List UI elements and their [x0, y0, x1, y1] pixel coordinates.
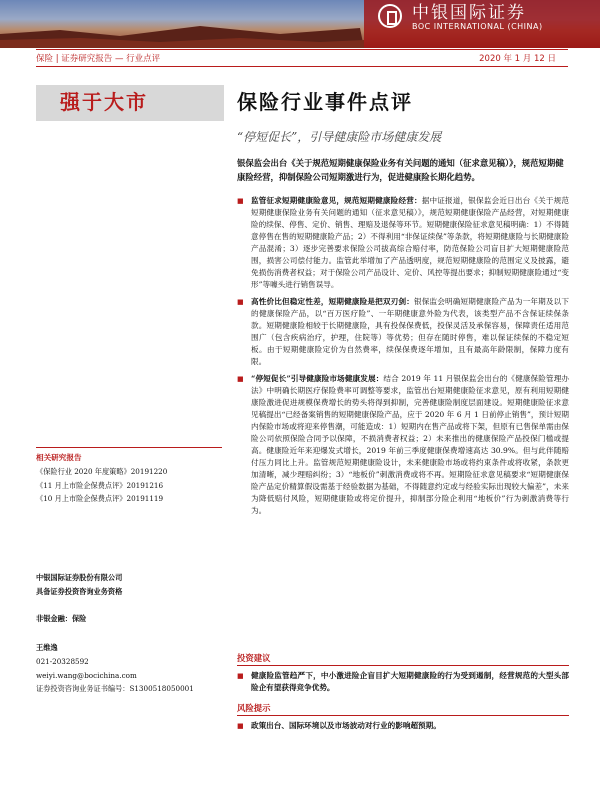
- company-qualification: 具备证券投资咨询业务资格: [36, 586, 123, 596]
- related-item[interactable]: 《保险行业 2020 年度策略》20191220: [36, 466, 168, 476]
- header-rule: [36, 66, 568, 67]
- analyst-info: [36, 641, 222, 696]
- invest-rule: [237, 665, 569, 666]
- related-item[interactable]: 《10 月上市险企保费点评》20191119: [36, 494, 164, 504]
- logo-text-cn: 中银国际证券: [412, 3, 526, 23]
- company-info: [36, 571, 222, 599]
- boc-logo-icon: [378, 4, 402, 28]
- risk-heading: 风险提示: [237, 703, 271, 713]
- analyst-cert: 证券投资咨询业务证书编号：S1300518050001: [36, 684, 194, 694]
- key-points: [237, 195, 569, 522]
- lead-summary: 银保监会出台《关于规范短期健康保险业务有关问题的通知（征求意见稿）》，规范短期健康险经营，抑制保险公司短期激进行为，促进健康险长期化趋势。: [237, 158, 564, 182]
- related-reports: [36, 451, 222, 506]
- sidebar-rule: [36, 447, 222, 448]
- bullet-2: [237, 296, 569, 368]
- bullet-2-text: 银保监会明确短期健康险产品为一年期及以下的健康保险产品，以“百万医疗险”、一年期健康意外险为代表，该类型产品不含保证续保条款。短期健康险相较于长期健康险，具有投保保费低，投保灵活及承保容易，保障责任适用范围广（包含疾病治疗，护理，住院等）等优势；但存在随时停售，难以保证续保的不稳定短板。由于短期健康险定价为自然费率，续保保费逐年增加，且有最高年龄限制，保障力度有限。: [251, 297, 570, 366]
- sector-info: [36, 612, 222, 626]
- invest-block: [237, 670, 569, 699]
- related-heading: 相关研究报告: [36, 453, 82, 462]
- company-name: 中银国际证券股份有限公司: [36, 573, 123, 582]
- analyst-email[interactable]: weiyi.wang@bocichina.com: [36, 670, 137, 680]
- invest-text-body: 健康险监管趋严下，中小激进险企盲目扩大短期健康险的行为受到遏制，经营规范的大型头部险企有望获得竞争优势。: [251, 671, 569, 692]
- risk-block: [237, 720, 569, 737]
- invest-heading: 投资建议: [237, 653, 271, 663]
- bullet-2-head: 高性价比但稳定性差，短期健康险是把双刃剑：: [251, 297, 414, 306]
- rating-label: 强于大市: [60, 90, 148, 114]
- bullet-3-head: “停短促长”引导健康险市场健康发展：: [251, 374, 384, 383]
- top-rule: [36, 49, 568, 50]
- report-title: 保险行业事件点评: [237, 90, 413, 114]
- bullet-3-text: 结合 2019 年 11 月银保监会出台的《健康保险管理办法》中明确长期医疗保险费率可调整等要求，监管出台短期健康险征求意见，原有利用短期健康险激进促进规模保费增长的势头将得到抑制，完善健康险制度层面建设。短期健康险征求意见稿提出“已经备案销售的短期健康保险产品，应于 2020 年 6 月 1 日前停止销售”，预计短期内保险市场或将迎来停售潮，可能造成：1）短期内在售产品或将下架，但原有已售保单需由保险公司依照保险合同予以保障，不损消费者权益；2）未来推出的健康保险产品投保门槛或提高。健康险近年来迎爆发式增长，2019 年前三季度健康保费增速高达 30.9%。但与此伴随赔付压力同比上升。监管规范短期健康险设计，未来健康险市场或将约束条件或将收紧，条款更加清晰，减少理赔纠纷；3）“地板价”刺激消费或将不再。短期险征求意见稿要求“短期健康保险产品定价精算假设需基于经验数据为基础，不得随意约定或与经验实际出现较大偏差”，未来为降低赔付风险，短期健康险或将定价提升，抑制部分险企利用“地板价”行为刺激消费等行为。: [251, 374, 569, 515]
- bullet-1-head: 监管征求短期健康险意见，规范短期健康险经营：: [251, 196, 422, 205]
- analyst-phone: 021-20328592: [36, 656, 89, 666]
- analyst-name: 王维逸: [36, 643, 58, 652]
- bullet-3: [237, 373, 569, 517]
- report-subtitle: “停短促长”，引导健康险市场健康发展: [237, 130, 442, 144]
- sector-label: 非银金融：保险: [36, 614, 87, 623]
- bullet-1-text: 据中证报道，银保监会近日出台《关于规范短期健康保险业务有关问题的通知（征求意见稿）》，规范短期健康保险产品经营，对短期健康险的续保、停售、定价、销售、理赔及退保等环节。短期健康保险征求意见稿明确：1）不得随意停售在售的短期健康险产品；2）不得利用“非保证续保”等条款，将短期健康险与长期健康险产品混淆；3）逐步完善要求保险公司拔高综合赔付率，防范保险公司盲目扩大短期健康险范围，损害公司偿付能力。监管此举增加了产品透明度，规范短期健康险的范围定义及披露，避免损伤消费者权益；对于保险公司产品设计、定价、风控等提出要求；抑制短期健康险通过“变形”等噱头进行销售误导。: [251, 196, 570, 289]
- risk-text-body: 政策出台、国际环境以及市场波动对行业的影响超预期。: [251, 721, 441, 730]
- invest-text: [237, 670, 569, 694]
- report-date: 2020 年 1 月 12 日: [479, 54, 556, 64]
- related-item[interactable]: 《11 月上市险企保费点评》20191216: [36, 480, 164, 490]
- logo-text-en: BOC INTERNATIONAL (CHINA): [412, 22, 543, 31]
- bullet-1: [237, 195, 569, 291]
- risk-text: [237, 720, 569, 732]
- risk-rule: [237, 715, 569, 716]
- report-category: 保险 | 证券研究报告 — 行业点评: [36, 54, 161, 64]
